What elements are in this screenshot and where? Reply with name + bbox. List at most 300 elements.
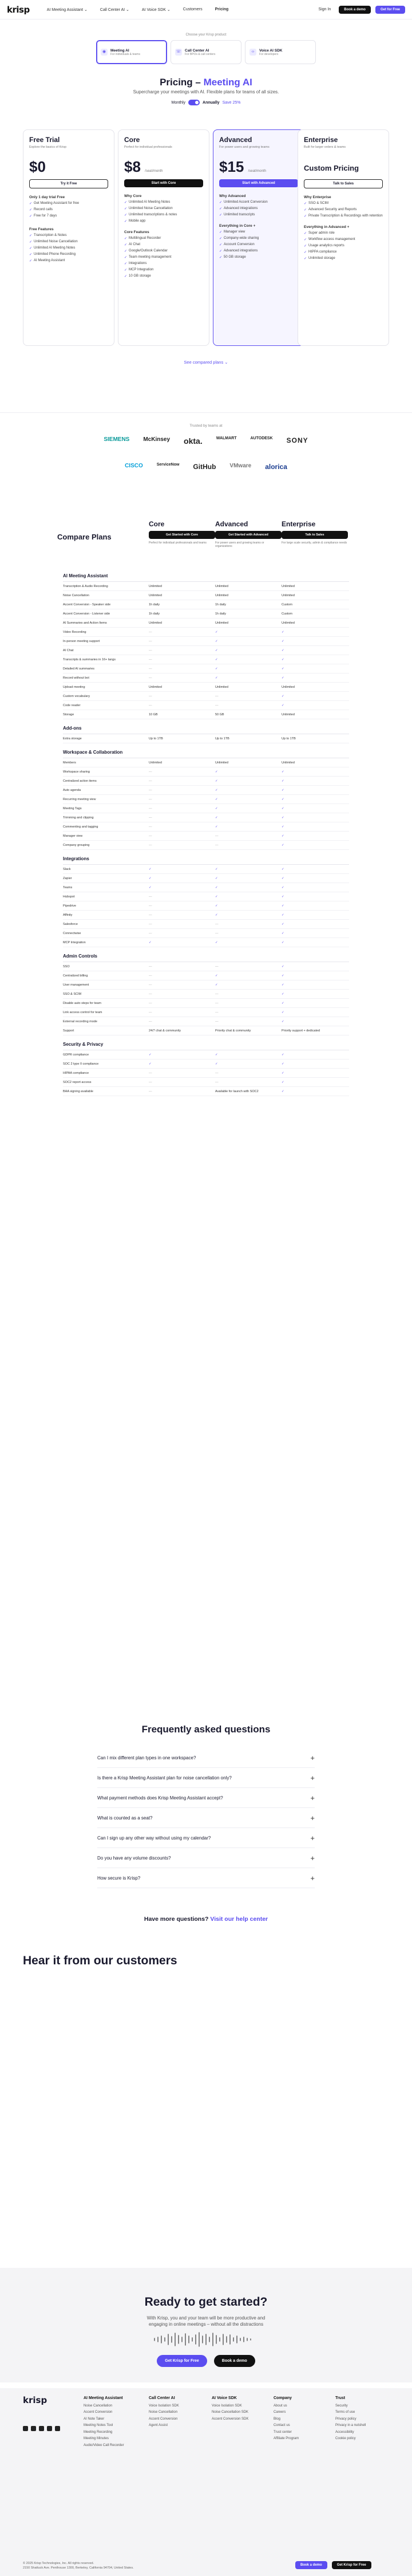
feature-name: Zapier xyxy=(63,876,72,880)
feature-value: — xyxy=(149,931,152,935)
tab-sub: For BPOs & call centers xyxy=(185,52,216,56)
price-value: $8 xyxy=(124,158,141,175)
feature-name: Workspace sharing xyxy=(63,770,90,774)
compare-group-heading: Admin Controls xyxy=(63,947,349,962)
compare-row xyxy=(63,832,349,841)
footer-free-button[interactable]: Get Krisp for Free xyxy=(332,2561,371,2569)
nav-call-center[interactable]: Call Center AI ⌄ xyxy=(100,7,129,12)
compare-title: Compare Plans xyxy=(57,533,112,541)
faq-title: Frequently asked questions xyxy=(141,1724,271,1735)
feature-value: Unlimited xyxy=(215,593,228,597)
footer-link[interactable]: Agent Assist xyxy=(149,2424,168,2427)
feature-value: 1h daily xyxy=(149,612,160,616)
compare-group-heading: Workspace & Collaboration xyxy=(63,743,349,758)
feature-value: ✓ xyxy=(215,788,218,792)
feature-value: ✓ xyxy=(282,922,284,926)
feature-value: Unlimited xyxy=(215,685,228,689)
alorica-logo: alorica xyxy=(265,463,287,471)
feature-value: ✓ xyxy=(215,639,218,643)
feature-item: ✓ Unlimited storage xyxy=(304,257,335,261)
try-free-button[interactable]: Try it Free xyxy=(29,179,108,188)
start-advanced-button[interactable]: Start with Advanced xyxy=(219,179,298,187)
compare-row xyxy=(63,841,349,850)
compare-row xyxy=(63,1026,349,1035)
feature-item: ✓ 50 GB storage xyxy=(219,255,246,259)
github-logo: GitHub xyxy=(193,463,216,471)
x-icon[interactable] xyxy=(31,2426,36,2431)
feature-item: ✓ Unlimited transcripts xyxy=(219,213,255,217)
feature-value: ✓ xyxy=(282,867,284,871)
feature-value: ✓ xyxy=(282,904,284,908)
annually-label[interactable]: Annually xyxy=(203,100,220,105)
feature-value: ✓ xyxy=(282,876,284,880)
feature-value: ✓ xyxy=(215,648,218,652)
cisco-logo: CISCO xyxy=(125,463,143,469)
feature-value: — xyxy=(149,1071,152,1075)
compare-group-heading: Security & Privacy xyxy=(63,1035,349,1050)
feature-value: ✓ xyxy=(215,904,218,908)
compare-row xyxy=(63,999,349,1008)
feature-value: ✓ xyxy=(149,876,152,880)
feature-item: ✓ Advanced integrations xyxy=(219,207,258,211)
faq-item[interactable] xyxy=(97,1748,315,1768)
feature-value: — xyxy=(149,964,152,968)
faq-question: Can I sign up any other way without using my calendar? xyxy=(97,1835,211,1841)
cta-demo-button[interactable]: Book a demo xyxy=(214,2355,255,2367)
feature-value: — xyxy=(149,676,152,680)
feature-value: ✓ xyxy=(282,825,284,829)
feature-name: Code reader xyxy=(63,703,81,707)
tab-voice-sdk[interactable] xyxy=(245,40,316,64)
feature-value: ✓ xyxy=(282,964,284,968)
feature-value: ✓ xyxy=(215,770,218,774)
feature-name: Company grouping xyxy=(63,843,90,847)
footer-demo-button[interactable]: Book a demo xyxy=(295,2561,327,2569)
footer-link[interactable]: AI Note Taker xyxy=(84,2417,105,2421)
facebook-icon[interactable] xyxy=(23,2426,28,2431)
footer-logo[interactable]: krisp xyxy=(23,2395,47,2405)
feature-item: ✓ HIPPA compliance xyxy=(304,250,337,254)
feature-value: ✓ xyxy=(282,895,284,899)
feature-name: External recording mode xyxy=(63,1019,97,1023)
compare-row xyxy=(63,637,349,646)
feature-value: — xyxy=(215,992,219,996)
feature-value: ✓ xyxy=(149,1053,152,1057)
feature-value: ✓ xyxy=(215,1062,218,1066)
feature-value: ✓ xyxy=(282,913,284,917)
footer-link[interactable]: Meeting Notes Tool xyxy=(84,2424,113,2427)
compare-row xyxy=(63,692,349,701)
compare-row xyxy=(63,786,349,795)
plan-card-core xyxy=(118,129,209,346)
feature-name: SOC2 report access xyxy=(63,1080,92,1084)
feature-value: 10 GB xyxy=(149,712,158,716)
feature-name: Support xyxy=(63,1029,74,1033)
feature-value: Unlimited xyxy=(215,761,228,765)
nav-pricing[interactable]: Pricing xyxy=(215,7,229,11)
feature-item: ✓ Usage analytics reports xyxy=(304,244,344,248)
more-questions-text: Have more questions? xyxy=(144,1916,211,1923)
compare-row xyxy=(63,1059,349,1069)
feature-name: Noise Cancellation xyxy=(63,593,89,597)
feature-value: — xyxy=(149,806,152,810)
faq-question: Can I mix different plan types in one workspace? xyxy=(97,1755,196,1760)
feature-value: — xyxy=(149,904,152,908)
feature-value: — xyxy=(149,703,152,707)
plan-desc: Built for larger orders & teams xyxy=(304,145,346,149)
plus-icon: + xyxy=(310,1833,315,1842)
feature-value: Priority support + dedicated xyxy=(282,1029,320,1033)
plan-price xyxy=(219,158,298,176)
footer-link[interactable]: Security xyxy=(335,2404,348,2408)
compare-plan-core xyxy=(149,520,215,545)
feature-value: — xyxy=(149,694,152,698)
feature-value: Unlimited xyxy=(282,584,295,588)
plan-name: Enterprise xyxy=(304,136,338,144)
feature-value: — xyxy=(149,639,152,643)
feature-value: Unlimited xyxy=(215,584,228,588)
feature-value: — xyxy=(215,843,219,847)
feature-name: Custom vocabulary xyxy=(63,694,90,698)
feature-value: ✓ xyxy=(215,676,218,680)
feature-item: ✓ AI Chat xyxy=(124,243,141,247)
footer-link[interactable]: Accessibility xyxy=(335,2430,354,2434)
footer-link[interactable]: Blog xyxy=(274,2417,281,2421)
feature-value: Unlimited xyxy=(282,761,295,765)
compare-row xyxy=(63,1008,349,1017)
feature-name: Hubspot xyxy=(63,895,75,899)
feature-name: Commenting and tagging xyxy=(63,825,98,829)
feature-value: ✓ xyxy=(282,797,284,801)
nav-voice-sdk[interactable]: AI Voice SDK ⌄ xyxy=(141,7,171,12)
feature-value: ✓ xyxy=(215,825,218,829)
social-links xyxy=(23,2426,60,2431)
faq-item[interactable] xyxy=(97,1848,315,1868)
section-label: Why Enterprise xyxy=(304,195,331,199)
feature-name: Trimming and clipping xyxy=(63,816,94,820)
footer-col-heading: Company xyxy=(274,2396,292,2400)
feature-value: ✓ xyxy=(149,867,152,871)
feature-value: Unlimited xyxy=(282,621,295,625)
feature-value: ✓ xyxy=(282,974,284,978)
billing-switch[interactable] xyxy=(188,100,200,105)
compare-plan-enterprise xyxy=(282,520,348,545)
feature-item: ✓ Get Meeting Assistant for free xyxy=(29,202,80,206)
feature-value: ✓ xyxy=(282,657,284,661)
feature-value: ✓ xyxy=(282,1001,284,1005)
feature-name: BAA signing available xyxy=(63,1089,93,1093)
price-value: Custom Pricing xyxy=(304,164,359,172)
footer-link[interactable]: Affiliate Program xyxy=(274,2437,299,2440)
tab-meeting-ai[interactable] xyxy=(96,40,167,64)
instagram-icon[interactable] xyxy=(47,2426,52,2431)
feature-name: Accent Conversion - Listener side xyxy=(63,612,110,616)
footer-link[interactable]: Privacy in a nutshell xyxy=(335,2424,366,2427)
footer-col-heading: AI Meeting Assistant xyxy=(84,2396,123,2400)
save-badge: Save 25% xyxy=(222,100,241,105)
compare-row xyxy=(63,901,349,911)
footer-link[interactable]: About us xyxy=(274,2404,287,2408)
feature-item: ✓ Advanced integrations xyxy=(219,249,258,253)
footer-link[interactable]: Noise Cancellation xyxy=(149,2410,178,2414)
tab-call-center[interactable] xyxy=(171,40,241,64)
billing-toggle xyxy=(0,100,412,105)
plan-card-advanced xyxy=(213,129,304,346)
feature-value: ✓ xyxy=(282,779,284,783)
section-label: Why Core xyxy=(124,194,142,198)
feature-name: Auto agenda xyxy=(63,788,81,792)
feature-value: ✓ xyxy=(149,940,152,944)
feature-name: Detailed AI summaries xyxy=(63,667,95,671)
plan-name: Core xyxy=(149,520,165,528)
faq-question: Do you have any volume discounts? xyxy=(97,1855,171,1861)
title-highlight: Meeting AI xyxy=(203,77,252,88)
feature-item: ✓ Unlimited AI Meeting Notes xyxy=(29,246,76,250)
plan-desc: Perfect for individual professionals and teams xyxy=(149,541,207,545)
feature-value: — xyxy=(215,1080,219,1084)
feature-value: ✓ xyxy=(282,676,284,680)
feature-value: Unlimited xyxy=(149,761,162,765)
feature-item: ✓ Multilingual Recorder xyxy=(124,237,161,241)
feature-value: — xyxy=(149,770,152,774)
compare-plan-advanced xyxy=(215,520,282,548)
footer-link[interactable]: Contact us xyxy=(274,2424,290,2427)
feature-item: ✓ SSO & SCIM xyxy=(304,202,329,206)
feature-item: ✓ Unlimited Phone Recording xyxy=(29,253,76,257)
footer-link[interactable]: Noise Cancellation xyxy=(84,2404,113,2408)
footer-link[interactable]: Voice Isolation SDK xyxy=(212,2404,242,2408)
compare-row xyxy=(63,971,349,980)
feature-value: Unlimited xyxy=(149,685,162,689)
logo-row-2 xyxy=(0,463,412,471)
compare-row xyxy=(63,980,349,990)
feature-value: ✓ xyxy=(282,1062,284,1066)
plan-price xyxy=(304,164,383,172)
feature-value: Custom xyxy=(282,602,292,606)
testimonials-title: Hear it from our customers xyxy=(23,1954,177,1967)
compare-row xyxy=(63,664,349,673)
feature-value: — xyxy=(149,922,152,926)
compare-row xyxy=(63,655,349,664)
footer-link[interactable]: Careers xyxy=(274,2410,286,2414)
compare-row xyxy=(63,777,349,786)
faq-item[interactable] xyxy=(97,1828,315,1848)
feature-name: Centralized action items xyxy=(63,779,97,783)
footer-link[interactable]: Meeting Minutes xyxy=(84,2437,109,2440)
footer-col-company xyxy=(274,2395,331,2443)
compare-row xyxy=(63,990,349,999)
feature-value: ✓ xyxy=(282,1010,284,1014)
page-subtitle: Supercharge your meetings with AI. Flexible plans for teams of all sizes. xyxy=(133,89,279,94)
compare-row xyxy=(63,865,349,874)
feature-value: — xyxy=(215,964,219,968)
plan-card-free xyxy=(23,129,114,346)
talk-to-sales-button[interactable]: Talk to Sales xyxy=(304,179,383,188)
feature-name: Members xyxy=(63,761,76,765)
meeting-icon: ◉ xyxy=(101,49,108,56)
tab-sub: For individuals & teams xyxy=(110,52,140,56)
feature-value: ✓ xyxy=(282,648,284,652)
book-demo-button[interactable]: Book a demo xyxy=(339,6,371,14)
feature-value: ✓ xyxy=(215,816,218,820)
feature-value: — xyxy=(149,630,152,634)
soundwave-graphic xyxy=(149,2331,263,2348)
footer-link[interactable]: Cookie policy xyxy=(335,2437,356,2440)
feature-name: Accent Conversion - Speaker side xyxy=(63,602,111,606)
feature-name: GDPR compliance xyxy=(63,1053,89,1057)
cta-subtitle xyxy=(0,2315,412,2327)
feature-value: ✓ xyxy=(282,816,284,820)
get-started-advanced-button[interactable]: Get Started with Advanced xyxy=(215,531,282,539)
feature-item: ✓ MCP Integration xyxy=(124,268,154,272)
compare-row xyxy=(63,804,349,813)
faq-item[interactable] xyxy=(97,1868,315,1888)
krisp-logo[interactable]: krisp xyxy=(7,4,30,15)
get-free-button[interactable]: Get for Free xyxy=(375,6,405,14)
compare-row xyxy=(63,822,349,832)
compare-row xyxy=(63,646,349,655)
see-compare-link[interactable]: See compared plans ⌄ xyxy=(184,360,228,365)
footer-col-heading: Call Center AI xyxy=(149,2396,175,2400)
footer-link[interactable]: Voice Isolation SDK xyxy=(149,2404,179,2408)
feature-item: ✓ 10 GB storage xyxy=(124,274,151,278)
feature-value: — xyxy=(215,1019,219,1023)
feature-value: ✓ xyxy=(215,797,218,801)
footer-link[interactable]: Meeting Recording xyxy=(84,2430,113,2434)
faq-item[interactable] xyxy=(97,1808,315,1828)
footer-link[interactable]: Trust center xyxy=(274,2430,292,2434)
compare-group-heading: AI Meeting Assistant xyxy=(63,567,349,582)
help-center-link[interactable]: Visit our help center xyxy=(210,1916,268,1923)
plan-desc: For large scale security, admin & compliance needs xyxy=(282,541,347,545)
feature-name: SSO & SCIM xyxy=(63,992,82,996)
feature-value: — xyxy=(149,895,152,899)
feature-item: ✓ Unlimited AI Meeting Notes xyxy=(124,200,171,204)
title-prefix: Pricing – xyxy=(160,77,204,88)
plus-icon: + xyxy=(310,1853,315,1862)
feature-value: Up to 1TB xyxy=(215,736,229,740)
feature-value: 1h daily xyxy=(215,602,226,606)
feature-value: — xyxy=(215,922,219,926)
feature-name: AI Summaries and Action Items xyxy=(63,621,107,625)
feature-value: Unlimited xyxy=(282,685,295,689)
feature-value: 1h daily xyxy=(215,612,226,616)
feature-value: 24/7 chat & community xyxy=(149,1029,181,1033)
feature-value: ✓ xyxy=(282,885,284,889)
plan-name: Core xyxy=(124,136,140,144)
section-label: Free Features xyxy=(29,227,54,231)
footer-link[interactable]: Noise Cancellation SDK xyxy=(212,2410,249,2414)
feature-value: — xyxy=(215,931,219,935)
feature-value: — xyxy=(149,834,152,838)
footer-link[interactable]: Audio/Video Call Recorder xyxy=(84,2443,124,2447)
feature-value: 50 GB xyxy=(215,712,224,716)
feature-value: — xyxy=(149,974,152,978)
feature-value: — xyxy=(149,1080,152,1084)
start-core-button[interactable]: Start with Core xyxy=(124,179,203,187)
feature-value: ✓ xyxy=(282,992,284,996)
feature-name: Disable auto steps for team xyxy=(63,1001,101,1005)
footer-link[interactable]: Accent Conversion xyxy=(149,2417,178,2421)
plan-name: Free Trial xyxy=(29,136,60,144)
youtube-icon[interactable] xyxy=(55,2426,60,2431)
cta-sub-line: engaging in online meetings – without all the distractions xyxy=(148,2322,264,2327)
linkedin-icon[interactable] xyxy=(39,2426,44,2431)
plan-desc: For power users and growing teams xyxy=(219,145,270,149)
feature-value: — xyxy=(215,694,219,698)
faq-item[interactable] xyxy=(97,1788,315,1808)
feature-value: Up to 1TB xyxy=(282,736,296,740)
feature-name: AI Chat xyxy=(63,648,74,652)
address-line: 2150 Shattuck Ave. Penthouse 1300, Berkeley, California 94704, United States. xyxy=(23,2566,134,2570)
cta-title: Ready to get started? xyxy=(144,2295,268,2309)
feature-name: Video Recording xyxy=(63,630,86,634)
feature-item: ✓ Workflow access management xyxy=(304,238,355,242)
compare-table xyxy=(63,567,349,1096)
footer-link[interactable]: Terms of use xyxy=(335,2410,355,2414)
footer-col-sdk xyxy=(212,2395,269,2423)
compare-row xyxy=(63,1017,349,1026)
feature-value: ✓ xyxy=(282,931,284,935)
feature-value: ✓ xyxy=(282,630,284,634)
faq-item[interactable] xyxy=(97,1768,315,1788)
feature-value: — xyxy=(149,1019,152,1023)
feature-item: ✓ Super admin role xyxy=(304,231,335,235)
divider xyxy=(0,412,412,413)
faq-question: Is there a Krisp Meeting Assistant plan for noise cancellation only? xyxy=(97,1775,232,1781)
cta-free-button[interactable]: Get Krisp for Free xyxy=(157,2355,207,2367)
footer-link[interactable]: Privacy policy xyxy=(335,2417,356,2421)
feature-value: ✓ xyxy=(282,1053,284,1057)
vmware-logo: VMware xyxy=(229,463,252,469)
cta-buttons xyxy=(0,2355,412,2367)
nav-customers[interactable]: Customers xyxy=(183,7,203,11)
monthly-label[interactable]: Monthly xyxy=(171,100,186,105)
feature-value: — xyxy=(149,992,152,996)
feature-value: Custom xyxy=(282,612,292,616)
feature-item: ✓ Google/Outlook Calendar xyxy=(124,249,168,253)
feature-item: ✓ Transcription & Notes xyxy=(29,234,67,238)
servicenow-logo: ServiceNow xyxy=(156,463,180,467)
footer-link[interactable]: Accent Conversion SDK xyxy=(212,2417,249,2421)
talk-sales-button[interactable]: Talk to Sales xyxy=(282,531,348,539)
feature-value: ✓ xyxy=(282,639,284,643)
plus-icon: + xyxy=(310,1873,315,1882)
section-label: Everything in Core + xyxy=(219,224,256,228)
feature-name: User management xyxy=(63,983,89,987)
feature-value: ✓ xyxy=(215,867,218,871)
get-started-core-button[interactable]: Get Started with Core xyxy=(149,531,215,539)
feature-name: Transcription & Audio Recording xyxy=(63,584,108,588)
walmart-logo: WALMART xyxy=(216,436,237,440)
footer-buttons xyxy=(295,2561,371,2569)
compare-row xyxy=(63,1050,349,1059)
feature-name: Centralized billing xyxy=(63,974,88,978)
price-unit: /seat/month xyxy=(248,170,266,173)
feature-value: — xyxy=(149,667,152,671)
footer-link[interactable]: Accent Conversion xyxy=(84,2410,113,2414)
feature-value: ✓ xyxy=(282,834,284,838)
sign-in-link[interactable]: Sign In xyxy=(318,7,331,11)
feature-value: ✓ xyxy=(282,843,284,847)
compare-row xyxy=(63,874,349,883)
feature-value: ✓ xyxy=(215,983,218,987)
compare-row xyxy=(63,734,349,743)
compare-row xyxy=(63,609,349,619)
feature-value: — xyxy=(149,797,152,801)
page-title xyxy=(0,77,412,88)
nav-meeting-assistant[interactable]: AI Meeting Assistant ⌄ xyxy=(46,7,88,12)
